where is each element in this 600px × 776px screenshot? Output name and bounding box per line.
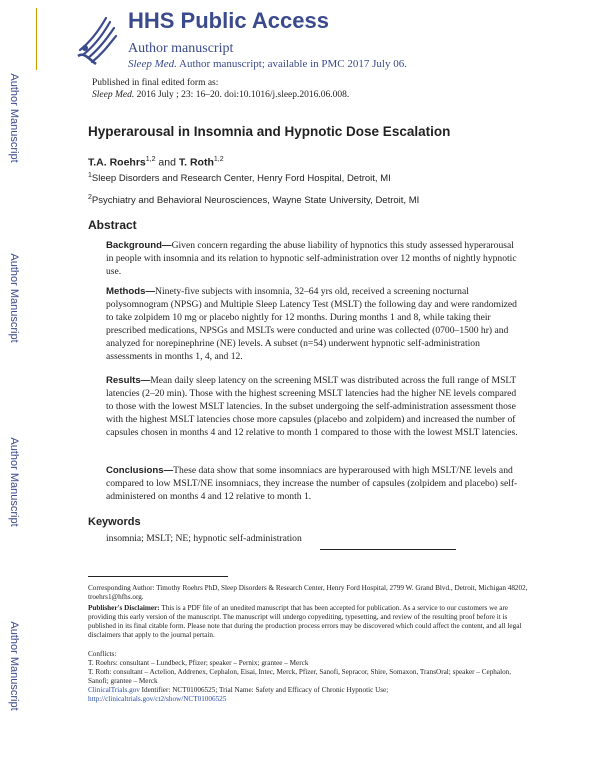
side-label-3: Author Manuscript	[8, 437, 20, 527]
abstract-background: Background—Given concern regarding the abuse liability of hypnotics this study assessed hyperarousal in people with insomnia and its relation to hypnotic self-administration over 12 months of nightly hypnotic use.	[106, 240, 517, 278]
trial-registration: ClinicalTrials.gov Identifier: NCT01006525; Trial Name: Safety and Efficacy of Chronic Hypnotic Use; http://clinicaltrials.gov/ct2/show/NCT01006525	[88, 686, 389, 703]
corresponding-author: Corresponding Author: Timothy Roehrs PhD, Sleep Disorders & Research Center, Henry Ford Hospital, 2799 W. Grand Blvd., Detroit, Michigan 48202, troehrs1@hfhs.org.	[88, 584, 528, 601]
publication-citation: Sleep Med. 2016 July ; 23: 16–20. doi:10.1016/j.sleep.2016.06.008.	[92, 90, 350, 100]
author-list: T.A. Roehrs$^{1,2}$ and T. Roth$^{1,2}$	[88, 156, 224, 169]
abstract-heading: Abstract	[88, 218, 137, 232]
side-label-2: Author Manuscript	[8, 253, 20, 343]
header-divider	[36, 8, 37, 70]
publisher-disclaimer: Publisher's Disclaimer: This is a PDF file of an unedited manuscript that has been accepted for publication. As a service to our customers we are providing this early version of the manuscript. The manuscript will undergo copyediting, typesetting, and review of the resulting proof before it is published in its final citable form. Please note that during the production process errors may be discovered which could affect the content, and all legal disclaimers that apply to the journal pertain.	[88, 604, 522, 639]
author-manuscript-label: Author manuscript	[128, 41, 234, 56]
article-title: Hyperarousal in Insomnia and Hypnotic Dose Escalation	[88, 124, 451, 139]
keywords-heading: Keywords	[88, 516, 141, 528]
hhs-public-access-title: HHS Public Access	[128, 8, 329, 33]
affiliation-1: $^1$Sleep Disorders and Research Center, Henry Ford Hospital, Detroit, MI	[88, 172, 391, 185]
keywords-rule	[320, 549, 456, 550]
conflict-roth: T. Roth: consultant – Actelion, Addrenex, Cephalon, Eisai, Intec, Merck, Pfizer, Sanofi, Sepracor, Shire, Somaxon, TransOral; speaker – Cephalon, Sanofi; grantee – Merck	[88, 668, 512, 685]
keywords-text: insomnia; MSLT; NE; hypnotic self-administration	[106, 533, 302, 544]
abstract-methods: Methods—Ninety-five subjects with insomnia, 32–64 yrs old, received a screening nocturnal polysomnogram (NPSG) and Multiple Sleep Latency Test (MSLT) the following day and were randomized to take zolpidem 10 mg or placebo nightly for 12 months. During months 1 and 8, while taking their prescribed medications, NPSGs and MSLTs were conducted and urine was collected (0700–1500 hr) and analyzed for norepinephrine (NE) levels. A subset (n=54) underwent hypnotic self-administration assessments in months 1, 4, and 12.	[106, 286, 517, 363]
trial-url-link[interactable]: http://clinicaltrials.gov/ct2/show/NCT01006525	[88, 695, 227, 703]
clinicaltrials-link[interactable]: ClinicalTrials.gov	[88, 686, 140, 694]
footnote-rule	[88, 576, 228, 577]
conflict-roehrs: T. Roehrs: consultant – Lundbeck, Pfizer; speaker – Pernix; grantee – Merck	[88, 659, 309, 667]
side-label-1: Author Manuscript	[8, 73, 20, 163]
side-label-4: Author Manuscript	[8, 621, 20, 711]
published-label: Published in final edited form as:	[92, 78, 219, 88]
hhs-eagle-logo-icon	[76, 12, 120, 68]
affiliation-2: $^2$Psychiatry and Behavioral Neurosciences, Wayne State University, Detroit, MI	[88, 194, 420, 207]
header-citation: Sleep Med. Author manuscript; available in PMC 2017 July 06.	[128, 58, 407, 70]
conflicts-label: Conflicts:	[88, 650, 117, 658]
abstract-results: Results—Mean daily sleep latency on the screening MSLT was distributed across the full range of MSLT latencies (2–20 min). Those with the highest screening MSLT latencies had the higher NE levels compared to those with the lowest MSLT latencies. In the subset undergoing the self-administration assessment those with the highest MSLT latencies chose more capsules (placebo and zolpidem) and increased the number of capsules chosen in months 4 and 12 relative to month 1 compared to those with the lowest MSLT latencies.	[106, 375, 518, 439]
abstract-conclusions: Conclusions—These data show that some insomniacs are hyperaroused with high MSLT/NE levels and compared to low MSLT/NE insomniacs, they increase the number of capsules (zolpidem and placebo) self-administered on months 4 and 12 relative to month 1.	[106, 465, 518, 503]
